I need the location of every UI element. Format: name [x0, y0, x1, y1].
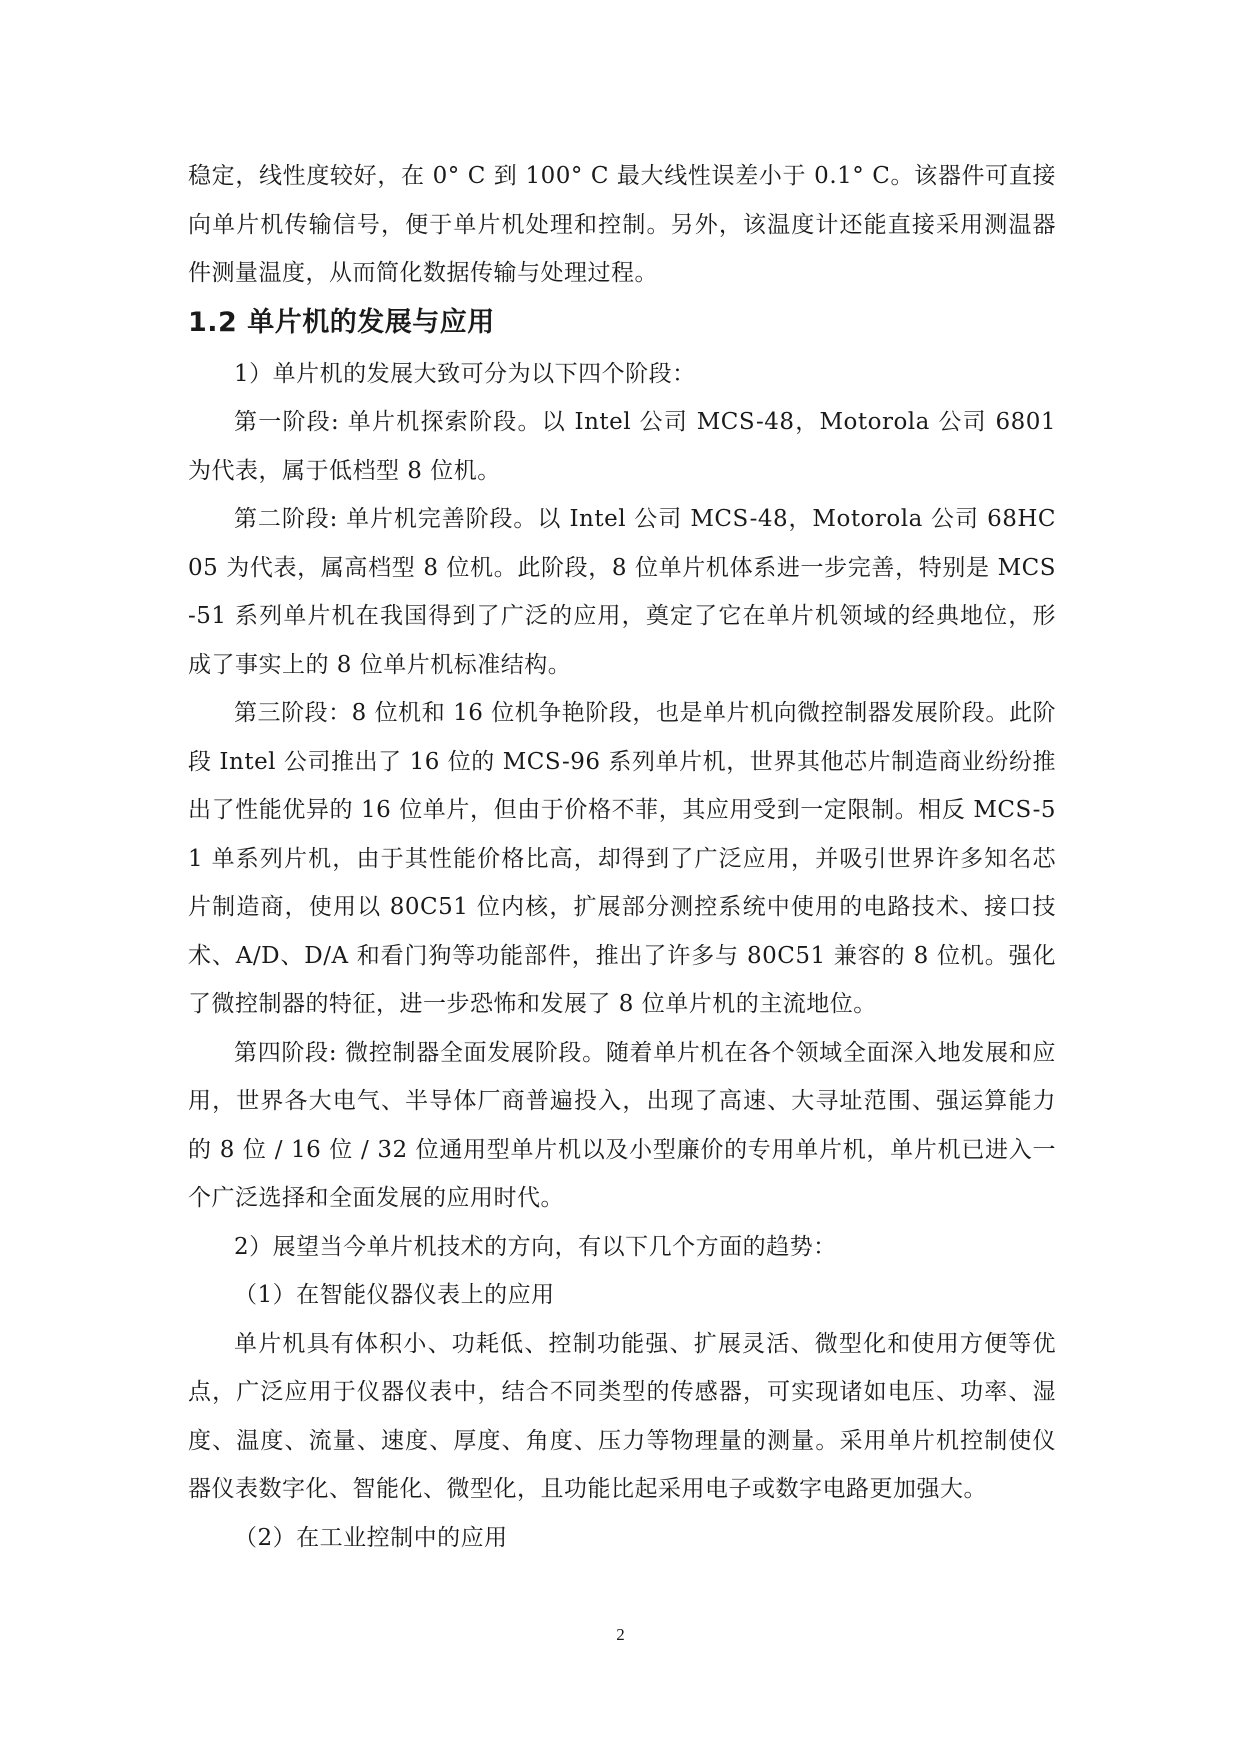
paragraph-development-stages-intro: 1）单片机的发展大致可分为以下四个阶段： [234, 360, 696, 387]
paragraph-stage-four: 第四阶段: 微控制器全面发展阶段。随着单片机在各个领域全面深入地发展和应用，世界各大电气、半导体厂商普遍投入，出现了高速、大寻址范围、强运算能力的 8 位 / 16 位 / 32 位通用型单片机以及小型廉价的专用单片机，单片机已进入一个广泛选择和全面发展的应用时代。 [188, 1039, 1056, 1211]
page-number: 2 [616, 1625, 625, 1644]
paragraph-stage-one: 第一阶段: 单片机探索阶段。以 Intel 公司 MCS-48，Motorola 公司 6801 为代表，属于低档型 8 位机。 [188, 409, 1056, 484]
subheading-industrial-control: （2）在工业控制中的应用 [234, 1524, 508, 1551]
paragraph-trends-intro: 2）展望当今单片机技术的方向，有以下几个方面的趋势： [234, 1233, 837, 1260]
intro-paragraph: 稳定，线性度较好，在 0° C 到 100° C 最大线性误差小于 0.1° C。该器件可直接向单片机传输信号，便于单片机处理和控制。另外，该温度计还能直接采用测温器件测量温度，从而简化数据传输与处理过程。 [188, 163, 1056, 286]
section-heading: 1.2 单片机的发展与应用 [188, 306, 495, 338]
subheading-instrument-application: （1）在智能仪器仪表上的应用 [234, 1282, 555, 1308]
paragraph-instrument-application: 单片机具有体积小、功耗低、控制功能强、扩展灵活、微型化和使用方便等优点，广泛应用于仪器仪表中，结合不同类型的传感器，可实现诸如电压、功率、湿度、温度、流量、速度、厚度、角度、压力等物理量的测量。采用单片机控制使仪器仪表数字化、智能化、微型化，且功能比起采用电子或数字电路更加强大。 [188, 1330, 1056, 1502]
paragraph-stage-two: 第二阶段: 单片机完善阶段。以 Intel 公司 MCS-48，Motorola 公司 68HC05 为代表，属高档型 8 位机。此阶段，8 位单片机体系进一步完善，特别是 MCS-51 系列单片机在我国得到了广泛的应用，奠定了它在单片机领域的经典地位，形成了事实上的 8 位单片机标准结构。 [188, 506, 1056, 678]
page-content [188, 152, 1056, 1562]
paragraph-stage-three: 第三阶段：8 位机和 16 位机争艳阶段，也是单片机向微控制器发展阶段。此阶段 Intel 公司推出了 16 位的 MCS-96 系列单片机，世界其他芯片制造商业纷纷推出了性能优异的 16 位单片，但由于价格不菲，其应用受到一定限制。相反 MCS-51 单系列片机，由于其性能价格比高，却得到了广泛应用，并吸引世界许多知名芯片制造商，使用以 80C51 位内核，扩展部分测控系统中使用的电路技术、接口技术、A/D、D/A 和看门狗等功能部件，推出了许多与 80C51 兼容的 8 位机。强化了微控制器的特征，进一步恐怖和发展了 8 位单片机的主流地位。 [188, 700, 1056, 1017]
